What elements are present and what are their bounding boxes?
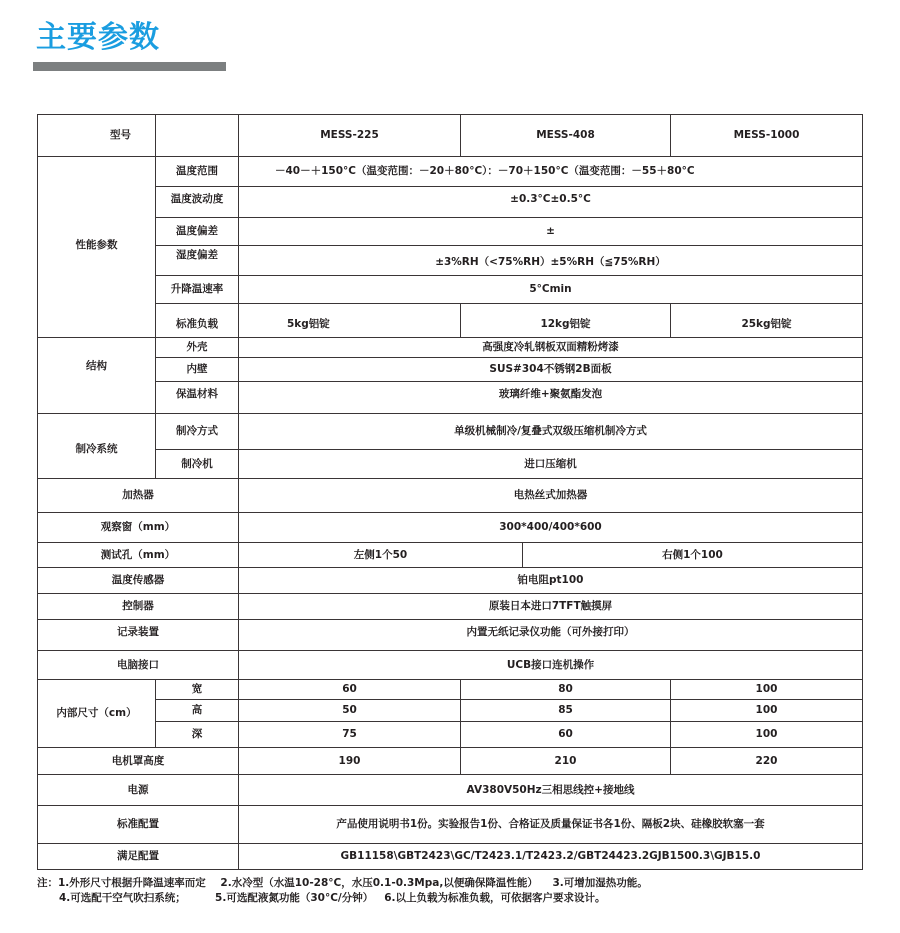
test-hole-right-value: 右侧1个100 xyxy=(522,542,863,568)
model-mess-225: MESS-225 xyxy=(238,114,461,157)
temp-fluctuation-value: ±0.3°C±0.5°C xyxy=(238,186,863,218)
test-hole-label: 测试孔（mm） xyxy=(37,542,239,568)
motor-cover-mess-225: 190 xyxy=(238,747,461,775)
cooling-method-label: 制冷方式 xyxy=(155,413,239,450)
standard-load-mess-225: 5kg铝锭 xyxy=(238,303,461,338)
temp-deviation-label: 温度偏差 xyxy=(155,217,239,246)
compressor-label: 制冷机 xyxy=(155,449,239,479)
inner-width-mess-408: 80 xyxy=(460,679,671,700)
recorder-label: 记录装置 xyxy=(37,619,239,651)
model-header-blank xyxy=(155,114,239,157)
controller-label: 控制器 xyxy=(37,593,239,620)
model-mess-1000: MESS-1000 xyxy=(670,114,863,157)
inner-width-label: 宽 xyxy=(155,679,239,700)
footnote-line-2: 4.可选配干空气吹扫系统； 5.可选配液氮功能（30°C/分钟） 6.以上负载为标准负载，可依据客户要求设计。 xyxy=(59,892,606,904)
page-title: 主要参数 xyxy=(36,20,160,55)
temp-deviation-value: ± xyxy=(238,217,863,246)
test-hole-left-value: 左侧1个50 xyxy=(238,542,523,568)
inner-depth-label: 深 xyxy=(155,721,239,748)
inner-height-mess-408: 85 xyxy=(460,699,671,722)
standard-load-mess-1000: 25kg铝锭 xyxy=(670,303,863,338)
motor-cover-mess-408: 210 xyxy=(460,747,671,775)
title-underline-bar xyxy=(33,62,226,71)
inner-size-group-label: 内部尺寸（cm） xyxy=(37,679,156,748)
temp-range-value: －40－＋150°C（温变范围：－20＋80°C）：－70＋150°C（温变范围：－55＋80°C xyxy=(238,156,863,187)
model-mess-408: MESS-408 xyxy=(460,114,671,157)
inner-width-mess-1000: 100 xyxy=(670,679,863,700)
ramp-rate-value: 5°Cmin xyxy=(238,275,863,304)
shell-label: 外壳 xyxy=(155,337,239,358)
pc-interface-label: 电脑接口 xyxy=(37,650,239,680)
inner-depth-mess-408: 60 xyxy=(460,721,671,748)
structure-group-label: 结构 xyxy=(37,337,156,414)
pc-interface-value: UCB接口连机操作 xyxy=(238,650,863,680)
standard-load-mess-408: 12kg铝锭 xyxy=(460,303,671,338)
ramp-rate-label: 升降温速率 xyxy=(155,275,239,304)
model-header-label: 型号 xyxy=(37,114,156,157)
footnote-line-1: 注：1.外形尺寸根据升降温速率而定 2.水冷型（水温10-28°C，水压0.1-0.3Mpa,以便确保降温性能） 3.可增加湿热功能。 xyxy=(37,877,648,889)
heater-value: 电热丝式加热器 xyxy=(238,478,863,513)
performance-group-label: 性能参数 xyxy=(37,156,156,338)
humidity-deviation-label: 湿度偏差 xyxy=(155,245,239,276)
standards-label: 满足配置 xyxy=(37,843,239,870)
inner-height-label: 高 xyxy=(155,699,239,722)
temp-fluctuation-label: 温度波动度 xyxy=(155,186,239,218)
controller-value: 原装日本进口7TFT触摸屏 xyxy=(238,593,863,620)
refrigeration-group-label: 制冷系统 xyxy=(37,413,156,479)
heater-label: 加热器 xyxy=(37,478,239,513)
humidity-deviation-value: ±3%RH（<75%RH）±5%RH（≦75%RH） xyxy=(238,245,863,276)
insulation-label: 保温材料 xyxy=(155,381,239,414)
recorder-value: 内置无纸记录仪功能（可外接打印） xyxy=(238,619,863,651)
insulation-value: 玻璃纤维+聚氨酯发泡 xyxy=(238,381,863,414)
window-label: 观察窗（mm） xyxy=(37,512,239,543)
standards-value: GB11158\GBT2423\GC/T2423.1/T2423.2/GBT24423.2GJB1500.3\GJB15.0 xyxy=(238,843,863,870)
footnotes xyxy=(37,876,648,906)
inner-depth-mess-225: 75 xyxy=(238,721,461,748)
standard-load-label: 标准负载 xyxy=(155,303,239,338)
motor-cover-mess-1000: 220 xyxy=(670,747,863,775)
temp-range-label: 温度范围 xyxy=(155,156,239,187)
motor-cover-label: 电机罩高度 xyxy=(37,747,239,775)
power-label: 电源 xyxy=(37,774,239,806)
inner-height-mess-225: 50 xyxy=(238,699,461,722)
standard-config-label: 标准配置 xyxy=(37,805,239,844)
sensor-label: 温度传感器 xyxy=(37,567,239,594)
cooling-method-value: 单级机械制冷/复叠式双级压缩机制冷方式 xyxy=(238,413,863,450)
compressor-value: 进口压缩机 xyxy=(238,449,863,479)
standard-config-value: 产品使用说明书1份。实验报告1份、合格证及质量保证书各1份、隔板2块、硅橡胶软塞一套 xyxy=(238,805,863,844)
inner-wall-value: SUS#304不锈钢2B面板 xyxy=(238,357,863,382)
shell-value: 高强度冷轧钢板双面精粉烤漆 xyxy=(238,337,863,358)
window-value: 300*400/400*600 xyxy=(238,512,863,543)
power-value: AV380V50Hz三相思线控+接地线 xyxy=(238,774,863,806)
inner-wall-label: 内壁 xyxy=(155,357,239,382)
sensor-value: 铂电阻pt100 xyxy=(238,567,863,594)
inner-height-mess-1000: 100 xyxy=(670,699,863,722)
inner-width-mess-225: 60 xyxy=(238,679,461,700)
inner-depth-mess-1000: 100 xyxy=(670,721,863,748)
